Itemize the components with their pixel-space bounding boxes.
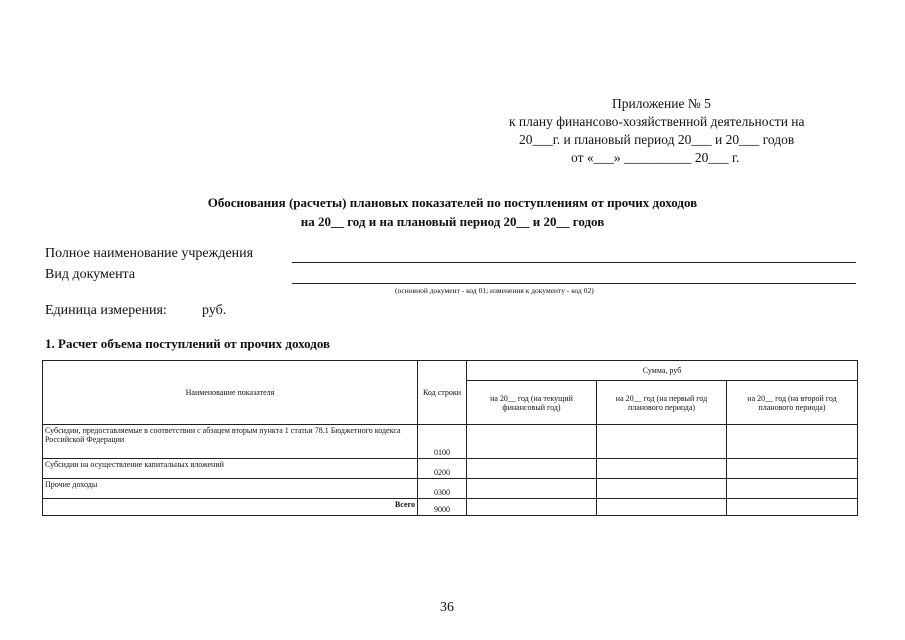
unit-label: Единица измерения: [45,303,167,318]
appendix-plan-line: к плану финансово-хозяйственной деятельности на [509,114,805,129]
table-row [43,459,858,479]
row-code: 0300 [418,479,467,499]
page-subtitle: на 20__ год и на плановый период 20__ и 20__ годов [300,214,605,229]
value-cell[interactable] [727,499,858,516]
table-row [43,479,858,499]
value-cell[interactable] [727,425,858,459]
period-current-header: на 20__ год (на текущий финансовый год) [467,381,597,425]
total-code: 9000 [418,499,467,516]
row-name: Прочие доходы [43,479,418,499]
row-name: Субсидии, предоставляемые в соответствии с абзацем вторым пункта 1 статьи 78.1 Бюджетного кодекса Российской Федерации [43,425,418,459]
row-code: 0100 [418,425,467,459]
institution-label: Полное наименование учреждения [45,246,254,261]
doc-type-label: Вид документа [45,267,136,282]
value-cell[interactable] [467,499,597,516]
value-cell[interactable] [467,459,597,479]
col-sum-header: Сумма, руб [467,361,858,381]
row-code: 0200 [418,459,467,479]
value-cell[interactable] [467,479,597,499]
value-cell[interactable] [467,425,597,459]
institution-field-line [292,262,856,263]
row-name: Субсидии на осуществление капитальных вложений [43,459,418,479]
doc-type-note: (основной документ - код 01; изменения к документу - код 02) [395,286,594,295]
page-number: 36 [440,600,454,615]
table-row [43,425,858,459]
income-table [42,360,858,516]
period-second-header: на 20__ год (на второй год планового периода) [727,381,858,425]
value-cell[interactable] [727,459,858,479]
appendix-period-line: 20___г. и плановый период 20___ и 20___ годов [519,132,795,147]
section-heading: 1. Расчет объема поступлений от прочих доходов [45,336,331,351]
doc-type-field-line [292,283,856,284]
period-first-header: на 20__ год (на первый год планового периода) [597,381,727,425]
value-cell[interactable] [597,459,727,479]
value-cell[interactable] [597,479,727,499]
page-title: Обоснования (расчеты) плановых показателей по поступлениям от прочих доходов [207,195,698,210]
appendix-date-line: от «___» __________ 20___ г. [571,150,740,165]
unit-value: руб. [202,303,227,318]
table-total-row [43,499,858,516]
total-label: Всего [43,499,418,516]
table-header-row [43,361,858,381]
value-cell[interactable] [597,425,727,459]
appendix-number: Приложение № 5 [612,96,711,111]
col-name-header: Наименование показателя [43,361,418,425]
col-code-header: Код строки [418,361,467,425]
value-cell[interactable] [597,499,727,516]
value-cell[interactable] [727,479,858,499]
